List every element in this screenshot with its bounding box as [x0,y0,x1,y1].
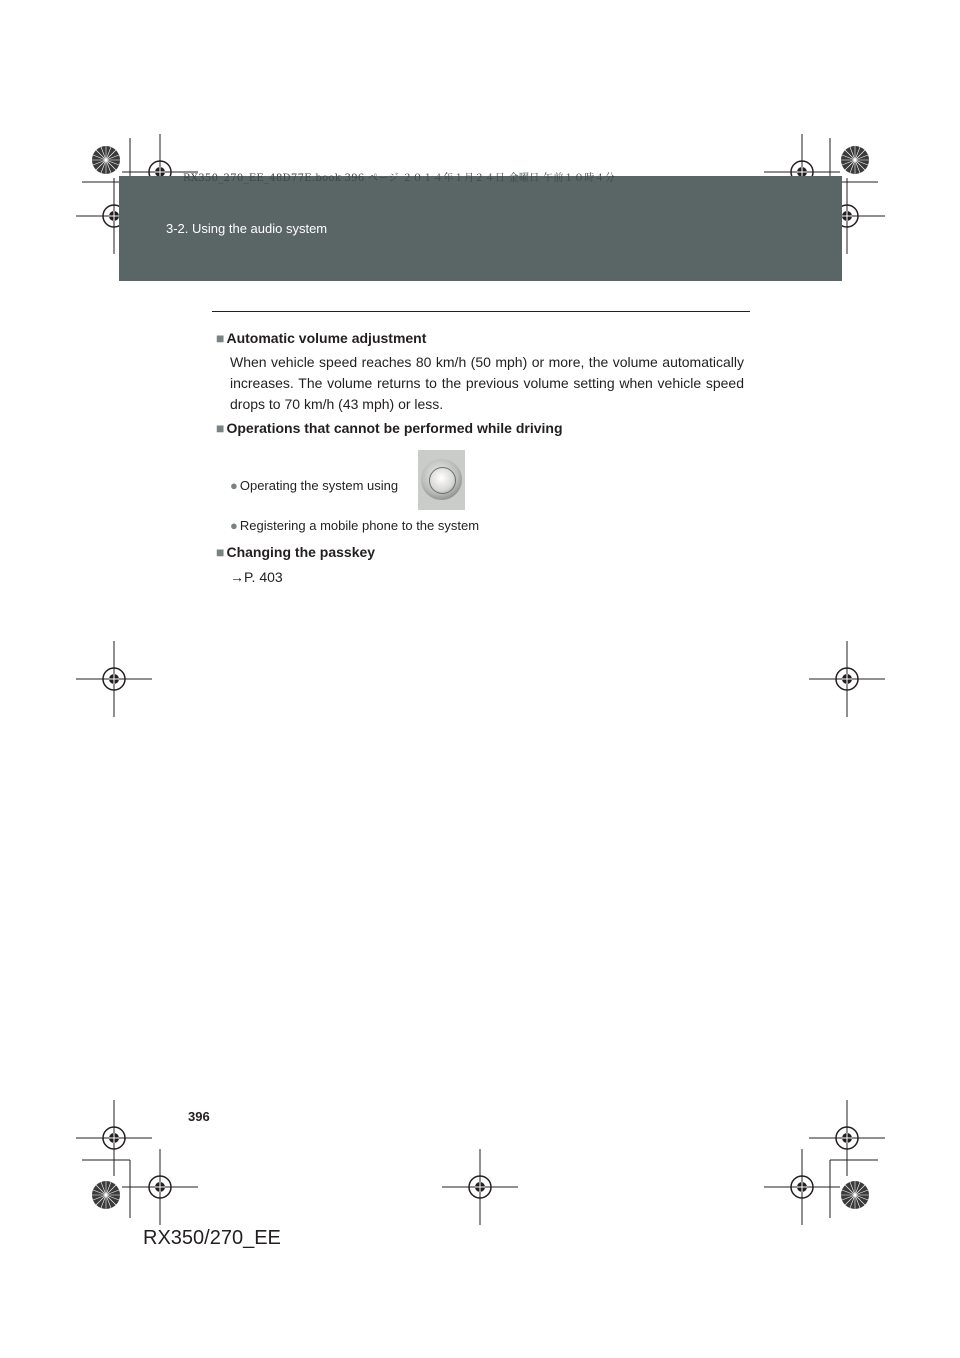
section-title: 3-2. Using the audio system [166,221,328,236]
list-item: ● Registering a mobile phone to the system [230,518,480,533]
square-marker-icon: ■ [216,330,225,346]
bullet-icon: ● [230,518,238,533]
auto-volume-body: When vehicle speed reaches 80 km/h (50 mph) or more, the volume automatically increases. The volume returns to the previous volume setting when vehicle speed drops to 70 km/h (43 mph) or less. [230,354,744,412]
square-marker-icon: ■ [216,420,225,436]
page-number: 396 [188,1109,210,1124]
model-label: RX350/270_EE [143,1227,281,1249]
page-reference-link[interactable]: →P. 403 [230,569,283,585]
rotary-knob-icon [418,450,465,510]
divider-rule [212,311,750,312]
heading-auto-volume: ■ Automatic volume adjustment [216,330,427,346]
heading-restrictions: ■ Operations that cannot be performed while driving [216,420,563,436]
print-info: RX350_270_EE_48D77E.book 396 ページ ２０１４年１月２４日 金曜日 午前１０時４分 [183,173,616,184]
bullet-icon: ● [230,478,238,493]
heading-passkey: ■ Changing the passkey [216,544,376,560]
list-item: ● Operating the system using [230,478,399,493]
square-marker-icon: ■ [216,544,225,560]
